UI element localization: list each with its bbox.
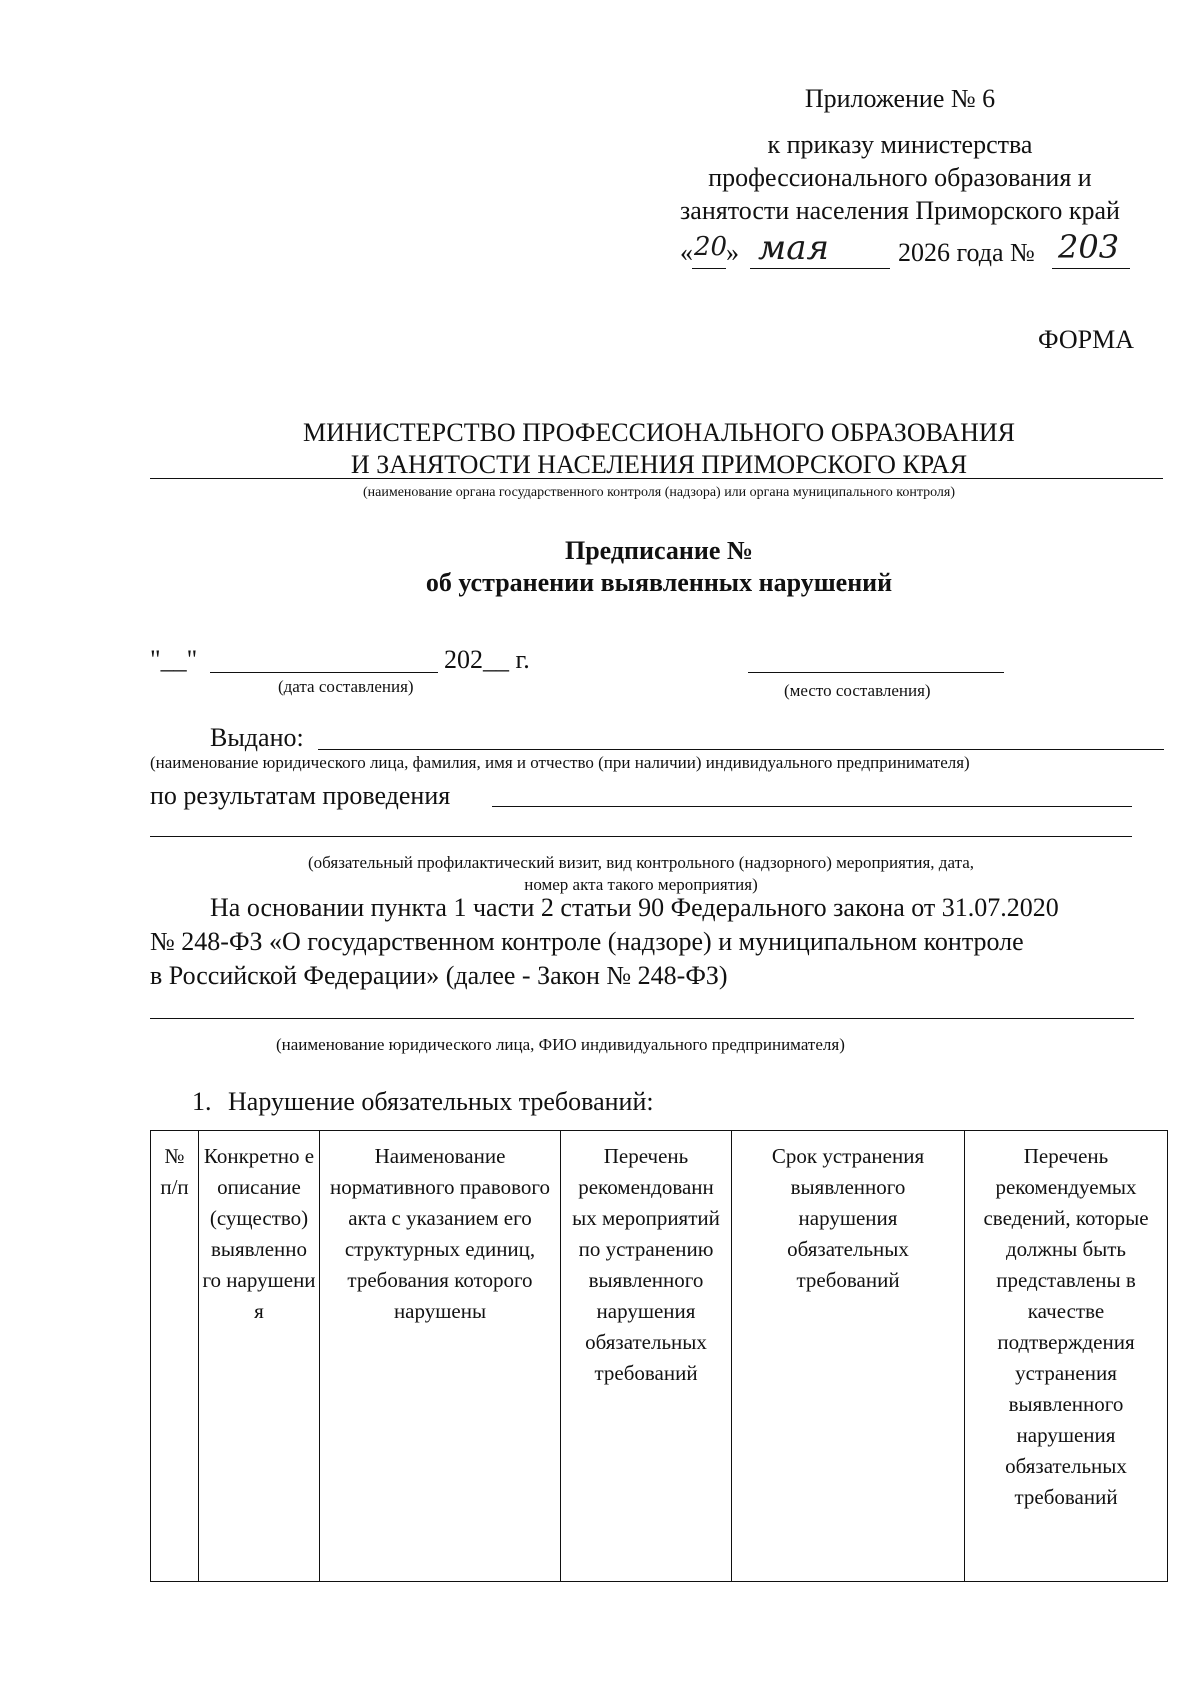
handwritten-number: 203 — [1058, 228, 1120, 266]
form-label: ФОРМА — [1038, 325, 1134, 354]
header-number: № п/п — [151, 1131, 199, 1582]
header-legal-act: Наименование нормативного правового акта с указанием его структурных единиц, требования которого нарушены — [320, 1131, 561, 1582]
basis-caption: (наименование юридического лица, ФИО индивидуального предпринимателя) — [276, 1035, 845, 1054]
handwritten-month: мая — [758, 228, 829, 268]
results-blank — [492, 806, 1132, 807]
basis-blank — [150, 1018, 1134, 1019]
date-month-blank — [210, 672, 438, 673]
ministry-underline — [150, 478, 1163, 479]
order-date-line: « 20 » мая 2026 года № 203 — [680, 236, 1160, 276]
header-description: Конкретно е описание (существо) выявленно го нарушени я — [199, 1131, 320, 1582]
order-reference-line-2: профессионального образования и — [708, 163, 1092, 192]
ministry-caption: (наименование органа государственного контроля (надзора) или органа муниципального контроля) — [362, 485, 956, 500]
section-1-title: Нарушение обязательных требований: — [228, 1087, 654, 1116]
number-underline — [1052, 268, 1130, 269]
date-year: 202__ г. — [444, 645, 530, 674]
handwritten-day: 20 — [694, 232, 728, 262]
issued-blank — [318, 749, 1164, 750]
issued-caption: (наименование юридического лица, фамилия, имя и отчество (при наличии) индивидуального предпринимателя) — [150, 753, 970, 772]
issued-label: Выдано: — [210, 723, 304, 752]
month-underline — [750, 268, 890, 269]
results-label: по результатам проведения — [150, 781, 451, 810]
date-caption: (дата составления) — [278, 677, 414, 696]
header-deadline: Срок устранения выявленного нарушения обязательных требований — [732, 1131, 965, 1582]
order-reference-line-3: занятости населения Приморского край — [680, 196, 1120, 225]
day-underline — [692, 268, 726, 269]
year-text: 2026 года № — [898, 238, 1035, 267]
place-blank — [748, 672, 1004, 673]
prescription-subtitle: об устранении выявленных нарушений — [425, 568, 893, 597]
ministry-name-line-1: МИНИСТЕРСТВО ПРОФЕССИОНАЛЬНОГО ОБРАЗОВАНИЯ — [303, 418, 1015, 447]
header-measures: Перечень рекомендованн ых мероприятий по устранению выявленного нарушения обязательных требований — [561, 1131, 732, 1582]
basis-line-1: На основании пункта 1 части 2 статьи 90 Федерального закона от 31.07.2020 — [210, 893, 1059, 922]
prescription-title: Предписание № — [565, 536, 753, 565]
date-quote-day: "__" — [150, 645, 198, 674]
order-reference-line-1: к приказу министерства — [767, 130, 1033, 159]
results-blank-2 — [150, 836, 1132, 837]
table-header-row — [151, 1131, 1168, 1582]
basis-line-2: № 248-ФЗ «О государственном контроле (надзоре) и муниципальном контроле — [150, 927, 1024, 956]
section-1-number: 1. — [192, 1087, 212, 1116]
ministry-name-line-2: И ЗАНЯТОСТИ НАСЕЛЕНИЯ ПРИМОРСКОГО КРАЯ — [350, 450, 968, 479]
basis-line-3: в Российской Федерации» (далее - Закон № 248-ФЗ) — [150, 961, 728, 990]
violations-table — [150, 1130, 1168, 1582]
header-confirmation-info: Перечень рекомендуемых сведений, которые должны быть представлены в качестве подтверждения устранения выявленного нарушения обязательных требований — [965, 1131, 1168, 1582]
appendix-title: Приложение № 6 — [804, 84, 996, 113]
results-caption-line-1: (обязательный профилактический визит, вид контрольного (надзорного) мероприятия, дата, — [307, 853, 974, 872]
results-caption-line-2: номер акта такого мероприятия) — [524, 875, 758, 894]
place-caption: (место составления) — [784, 681, 931, 700]
